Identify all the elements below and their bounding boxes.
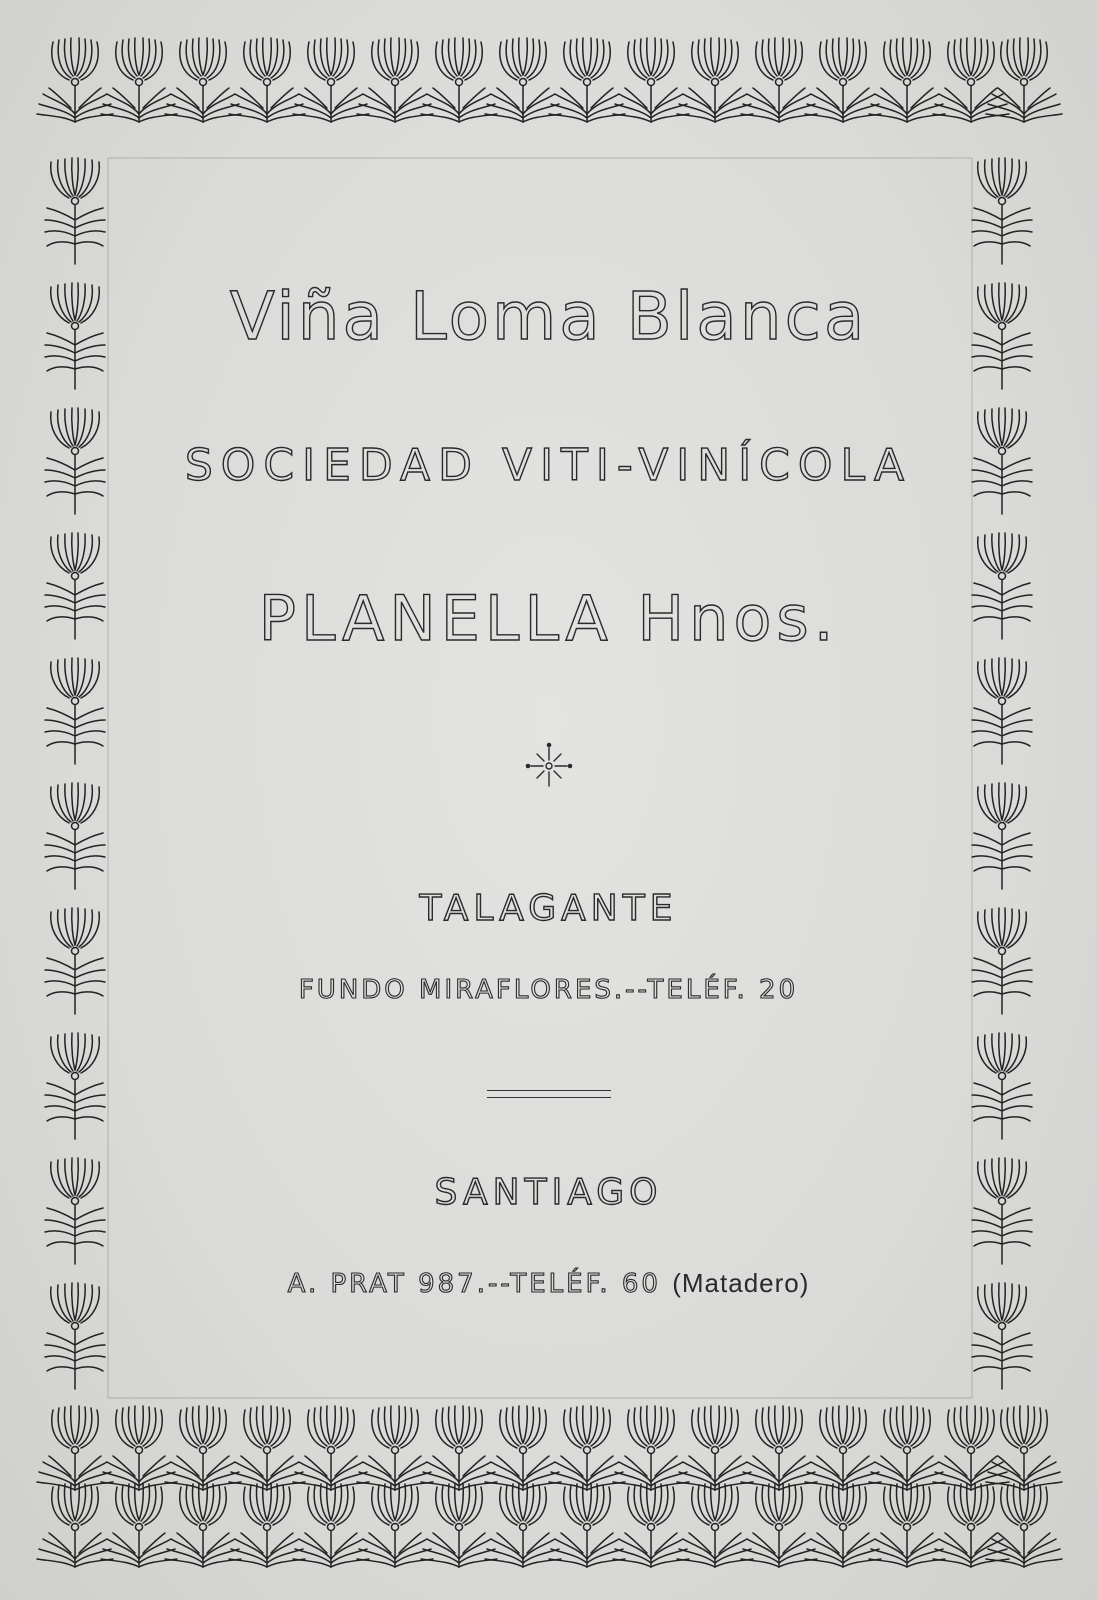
location-note: (Matadero): [672, 1268, 810, 1298]
page-title: Viña Loma Blanca: [229, 278, 868, 355]
asterisk-flower-ornament: [523, 740, 575, 792]
location-address: FUNDO MIRAFLORES.--TELÉF. 20: [298, 975, 799, 1005]
location-city: TALAGANTE: [419, 888, 678, 929]
company-name: PLANELLA Hnos.: [258, 582, 839, 655]
society-subtitle: SOCIEDAD VITI-VINÍCOLA: [184, 440, 913, 491]
location-city: SANTIAGO: [434, 1172, 663, 1213]
location-address-line: [0, 1268, 1097, 1299]
double-rule-divider: [487, 1090, 611, 1098]
location-address: A. PRAT 987.--TELÉF. 60: [287, 1269, 661, 1299]
